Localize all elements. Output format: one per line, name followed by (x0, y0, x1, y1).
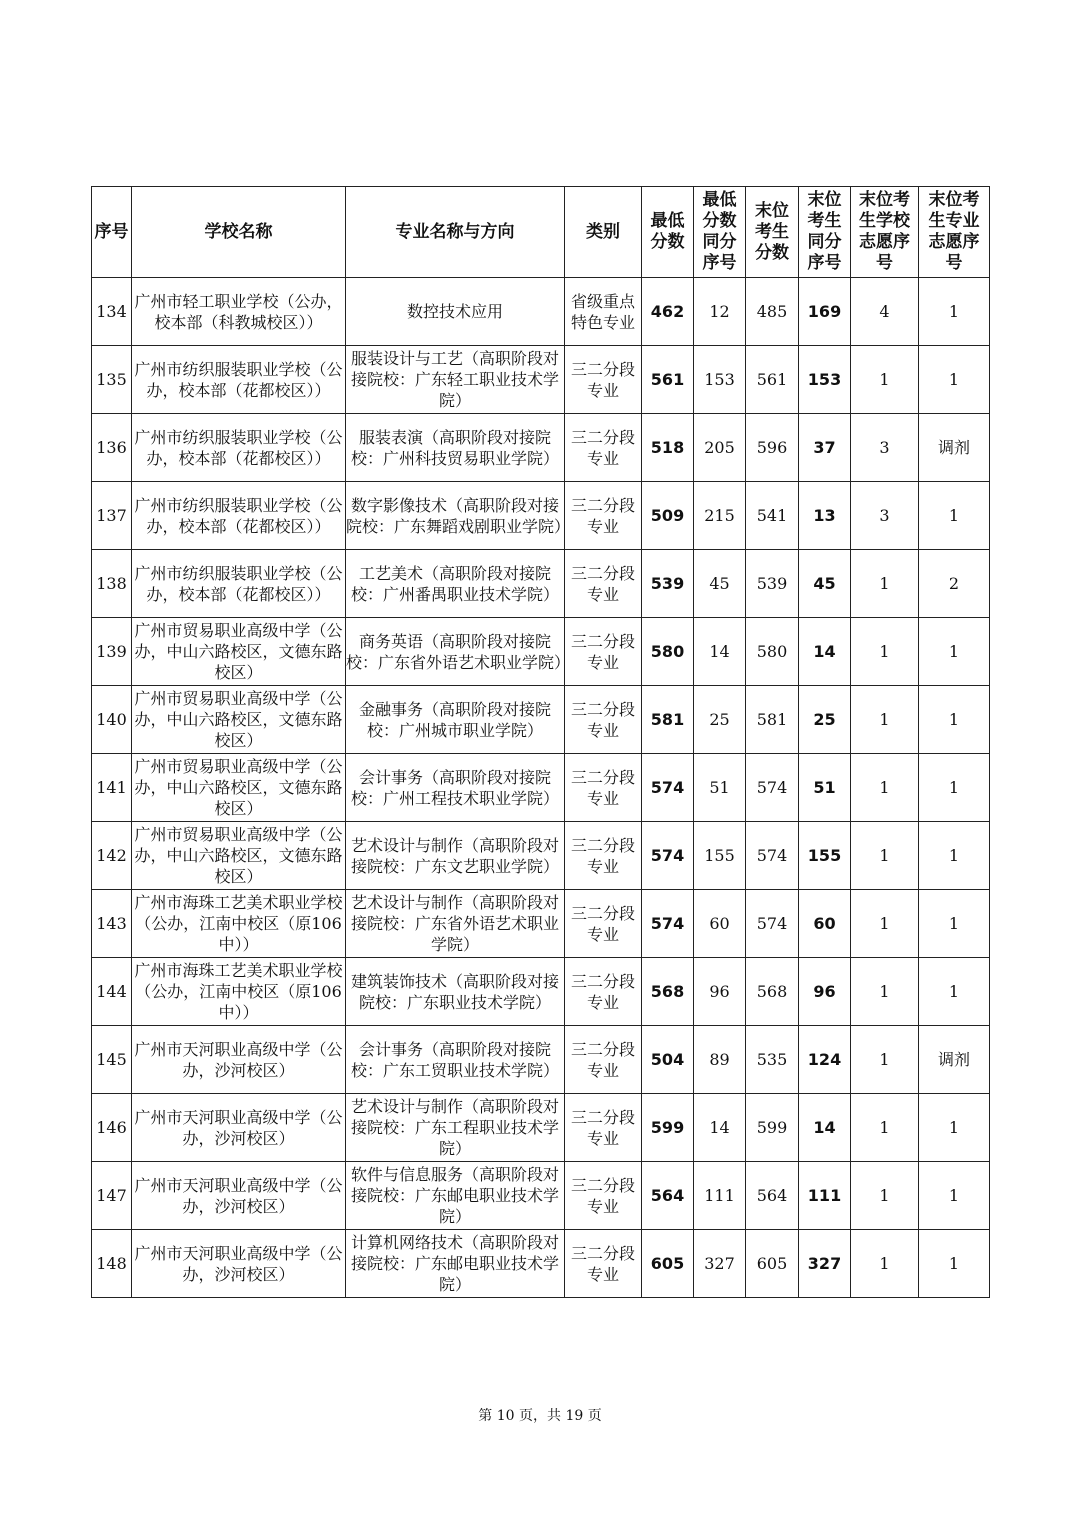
cell-seq: 142 (92, 822, 132, 890)
cell-seq: 144 (92, 958, 132, 1026)
table-row (92, 1026, 990, 1094)
table-row (92, 1094, 990, 1162)
cell-category: 三二分段专业 (565, 482, 642, 550)
cell-min-rank: 51 (694, 754, 746, 822)
cell-major: 艺术设计与制作（高职阶段对接院校：广东省外语艺术职业学院） (346, 890, 565, 958)
cell-school-pref: 1 (851, 1026, 919, 1094)
header-last-score: 末位考生分数 (746, 187, 799, 278)
cell-school: 广州市纺织服装职业学校（公办，校本部（花都校区）） (132, 550, 346, 618)
cell-major-pref: 1 (919, 1230, 990, 1298)
cell-seq: 136 (92, 414, 132, 482)
cell-seq: 147 (92, 1162, 132, 1230)
cell-school: 广州市轻工职业学校（公办，校本部（科教城校区）） (132, 278, 346, 346)
cell-min-rank: 215 (694, 482, 746, 550)
cell-major: 建筑装饰技术（高职阶段对接院校：广东职业技术学院） (346, 958, 565, 1026)
cell-school: 广州市贸易职业高级中学（公办，中山六路校区，文德东路校区） (132, 686, 346, 754)
cell-major-pref: 1 (919, 618, 990, 686)
cell-min-score: 568 (642, 958, 694, 1026)
cell-category: 省级重点特色专业 (565, 278, 642, 346)
cell-school: 广州市天河职业高级中学（公办，沙河校区） (132, 1230, 346, 1298)
cell-major-pref: 2 (919, 550, 990, 618)
cell-school-pref: 1 (851, 1230, 919, 1298)
cell-school: 广州市海珠工艺美术职业学校（公办，江南中校区（原106中）） (132, 890, 346, 958)
cell-category: 三二分段专业 (565, 414, 642, 482)
cell-school-pref: 1 (851, 346, 919, 414)
cell-major-pref: 1 (919, 890, 990, 958)
cell-last-score: 574 (746, 754, 799, 822)
cell-last-score: 485 (746, 278, 799, 346)
cell-major: 会计事务（高职阶段对接院校：广东工贸职业技术学院） (346, 1026, 565, 1094)
cell-school-pref: 1 (851, 1162, 919, 1230)
cell-major: 计算机网络技术（高职阶段对接院校：广东邮电职业技术学院） (346, 1230, 565, 1298)
cell-seq: 134 (92, 278, 132, 346)
cell-school: 广州市天河职业高级中学（公办，沙河校区） (132, 1162, 346, 1230)
cell-seq: 145 (92, 1026, 132, 1094)
cell-last-rank: 111 (799, 1162, 851, 1230)
cell-major-pref: 1 (919, 1094, 990, 1162)
table-row (92, 754, 990, 822)
table-row (92, 346, 990, 414)
cell-min-score: 504 (642, 1026, 694, 1094)
cell-seq: 137 (92, 482, 132, 550)
cell-category: 三二分段专业 (565, 618, 642, 686)
table-row (92, 1230, 990, 1298)
cell-seq: 139 (92, 618, 132, 686)
cell-category: 三二分段专业 (565, 822, 642, 890)
table-row (92, 618, 990, 686)
cell-min-rank: 111 (694, 1162, 746, 1230)
cell-category: 三二分段专业 (565, 686, 642, 754)
cell-min-score: 509 (642, 482, 694, 550)
cell-last-rank: 13 (799, 482, 851, 550)
cell-major: 商务英语（高职阶段对接院校：广东省外语艺术职业学院） (346, 618, 565, 686)
table-row (92, 822, 990, 890)
cell-min-rank: 25 (694, 686, 746, 754)
cell-min-rank: 205 (694, 414, 746, 482)
table-row (92, 1162, 990, 1230)
admission-score-table (91, 186, 990, 1298)
cell-last-rank: 96 (799, 958, 851, 1026)
cell-major: 服装表演（高职阶段对接院校：广州科技贸易职业学院） (346, 414, 565, 482)
cell-school: 广州市贸易职业高级中学（公办，中山六路校区，文德东路校区） (132, 618, 346, 686)
header-school: 学校名称 (132, 187, 346, 278)
cell-category: 三二分段专业 (565, 1230, 642, 1298)
cell-last-score: 599 (746, 1094, 799, 1162)
cell-category: 三二分段专业 (565, 754, 642, 822)
cell-major-pref: 1 (919, 822, 990, 890)
table-row (92, 890, 990, 958)
header-major: 专业名称与方向 (346, 187, 565, 278)
cell-school-pref: 1 (851, 890, 919, 958)
header-last-rank: 末位考生同分序号 (799, 187, 851, 278)
cell-last-rank: 153 (799, 346, 851, 414)
cell-major-pref: 1 (919, 1162, 990, 1230)
cell-category: 三二分段专业 (565, 346, 642, 414)
cell-seq: 143 (92, 890, 132, 958)
cell-school-pref: 1 (851, 550, 919, 618)
table-row (92, 686, 990, 754)
cell-category: 三二分段专业 (565, 1094, 642, 1162)
cell-last-score: 541 (746, 482, 799, 550)
cell-school-pref: 1 (851, 754, 919, 822)
cell-major: 金融事务（高职阶段对接院校：广州城市职业学院） (346, 686, 565, 754)
cell-category: 三二分段专业 (565, 1026, 642, 1094)
cell-min-score: 599 (642, 1094, 694, 1162)
cell-major-pref: 1 (919, 686, 990, 754)
cell-school: 广州市贸易职业高级中学（公办，中山六路校区，文德东路校区） (132, 754, 346, 822)
table-row (92, 482, 990, 550)
cell-last-score: 539 (746, 550, 799, 618)
cell-last-rank: 25 (799, 686, 851, 754)
table-body (92, 278, 990, 1298)
cell-min-score: 574 (642, 822, 694, 890)
cell-school-pref: 4 (851, 278, 919, 346)
cell-school: 广州市纺织服装职业学校（公办，校本部（花都校区）） (132, 482, 346, 550)
table-row (92, 958, 990, 1026)
cell-major-pref: 1 (919, 482, 990, 550)
cell-min-score: 518 (642, 414, 694, 482)
cell-major-pref: 1 (919, 278, 990, 346)
cell-last-rank: 37 (799, 414, 851, 482)
cell-min-score: 564 (642, 1162, 694, 1230)
cell-school: 广州市纺织服装职业学校（公办，校本部（花都校区）） (132, 346, 346, 414)
cell-min-rank: 14 (694, 1094, 746, 1162)
cell-last-rank: 155 (799, 822, 851, 890)
cell-school-pref: 3 (851, 482, 919, 550)
cell-last-score: 581 (746, 686, 799, 754)
table-row (92, 550, 990, 618)
cell-school: 广州市天河职业高级中学（公办，沙河校区） (132, 1026, 346, 1094)
cell-last-score: 561 (746, 346, 799, 414)
cell-min-score: 574 (642, 890, 694, 958)
cell-category: 三二分段专业 (565, 890, 642, 958)
cell-min-rank: 155 (694, 822, 746, 890)
cell-last-rank: 327 (799, 1230, 851, 1298)
table-row (92, 414, 990, 482)
cell-min-score: 539 (642, 550, 694, 618)
cell-min-rank: 153 (694, 346, 746, 414)
cell-major: 艺术设计与制作（高职阶段对接院校：广东工程职业技术学院） (346, 1094, 565, 1162)
cell-last-rank: 45 (799, 550, 851, 618)
header-last-school-pref: 末位考生学校志愿序号 (851, 187, 919, 278)
cell-last-rank: 51 (799, 754, 851, 822)
cell-min-score: 581 (642, 686, 694, 754)
cell-last-score: 535 (746, 1026, 799, 1094)
header-min-score-rank: 最低分数同分序号 (694, 187, 746, 278)
cell-school-pref: 1 (851, 822, 919, 890)
cell-min-rank: 96 (694, 958, 746, 1026)
header-min-score: 最低分数 (642, 187, 694, 278)
cell-last-score: 574 (746, 890, 799, 958)
cell-seq: 140 (92, 686, 132, 754)
cell-last-score: 596 (746, 414, 799, 482)
cell-last-rank: 169 (799, 278, 851, 346)
cell-seq: 148 (92, 1230, 132, 1298)
cell-school: 广州市纺织服装职业学校（公办，校本部（花都校区）） (132, 414, 346, 482)
cell-min-rank: 45 (694, 550, 746, 618)
cell-last-score: 574 (746, 822, 799, 890)
cell-last-rank: 60 (799, 890, 851, 958)
header-seq: 序号 (92, 187, 132, 278)
cell-major: 服装设计与工艺（高职阶段对接院校：广东轻工职业技术学院） (346, 346, 565, 414)
cell-min-score: 605 (642, 1230, 694, 1298)
cell-seq: 138 (92, 550, 132, 618)
cell-min-rank: 14 (694, 618, 746, 686)
cell-seq: 146 (92, 1094, 132, 1162)
cell-school: 广州市贸易职业高级中学（公办，中山六路校区，文德东路校区） (132, 822, 346, 890)
cell-category: 三二分段专业 (565, 550, 642, 618)
cell-school-pref: 1 (851, 1094, 919, 1162)
cell-school: 广州市天河职业高级中学（公办，沙河校区） (132, 1094, 346, 1162)
cell-min-rank: 60 (694, 890, 746, 958)
cell-last-rank: 124 (799, 1026, 851, 1094)
cell-min-rank: 327 (694, 1230, 746, 1298)
cell-major-pref: 1 (919, 958, 990, 1026)
cell-major: 工艺美术（高职阶段对接院校：广州番禺职业技术学院） (346, 550, 565, 618)
cell-seq: 135 (92, 346, 132, 414)
cell-major-pref: 1 (919, 754, 990, 822)
cell-school-pref: 3 (851, 414, 919, 482)
cell-min-rank: 89 (694, 1026, 746, 1094)
cell-min-score: 574 (642, 754, 694, 822)
cell-major-pref: 调剂 (919, 1026, 990, 1094)
cell-major-pref: 调剂 (919, 414, 990, 482)
page-number: 第 10 页，共 19 页 (478, 1408, 602, 1424)
header-category: 类别 (565, 187, 642, 278)
cell-last-score: 605 (746, 1230, 799, 1298)
cell-last-score: 580 (746, 618, 799, 686)
cell-min-score: 580 (642, 618, 694, 686)
cell-min-rank: 12 (694, 278, 746, 346)
table-row (92, 278, 990, 346)
cell-last-rank: 14 (799, 1094, 851, 1162)
cell-school: 广州市海珠工艺美术职业学校（公办，江南中校区（原106中）） (132, 958, 346, 1026)
cell-school-pref: 1 (851, 618, 919, 686)
cell-school-pref: 1 (851, 958, 919, 1026)
cell-min-score: 462 (642, 278, 694, 346)
cell-last-score: 568 (746, 958, 799, 1026)
cell-major-pref: 1 (919, 346, 990, 414)
cell-category: 三二分段专业 (565, 1162, 642, 1230)
cell-major: 会计事务（高职阶段对接院校：广州工程技术职业学院） (346, 754, 565, 822)
cell-category: 三二分段专业 (565, 958, 642, 1026)
cell-last-rank: 14 (799, 618, 851, 686)
cell-major: 数控技术应用 (346, 278, 565, 346)
cell-min-score: 561 (642, 346, 694, 414)
cell-major: 数字影像技术（高职阶段对接院校：广东舞蹈戏剧职业学院） (346, 482, 565, 550)
table-header-row (92, 187, 990, 278)
cell-last-score: 564 (746, 1162, 799, 1230)
cell-school-pref: 1 (851, 686, 919, 754)
cell-seq: 141 (92, 754, 132, 822)
cell-major: 软件与信息服务（高职阶段对接院校：广东邮电职业技术学院） (346, 1162, 565, 1230)
header-last-major-pref: 末位考生专业志愿序号 (919, 187, 990, 278)
cell-major: 艺术设计与制作（高职阶段对接院校：广东文艺职业学院） (346, 822, 565, 890)
